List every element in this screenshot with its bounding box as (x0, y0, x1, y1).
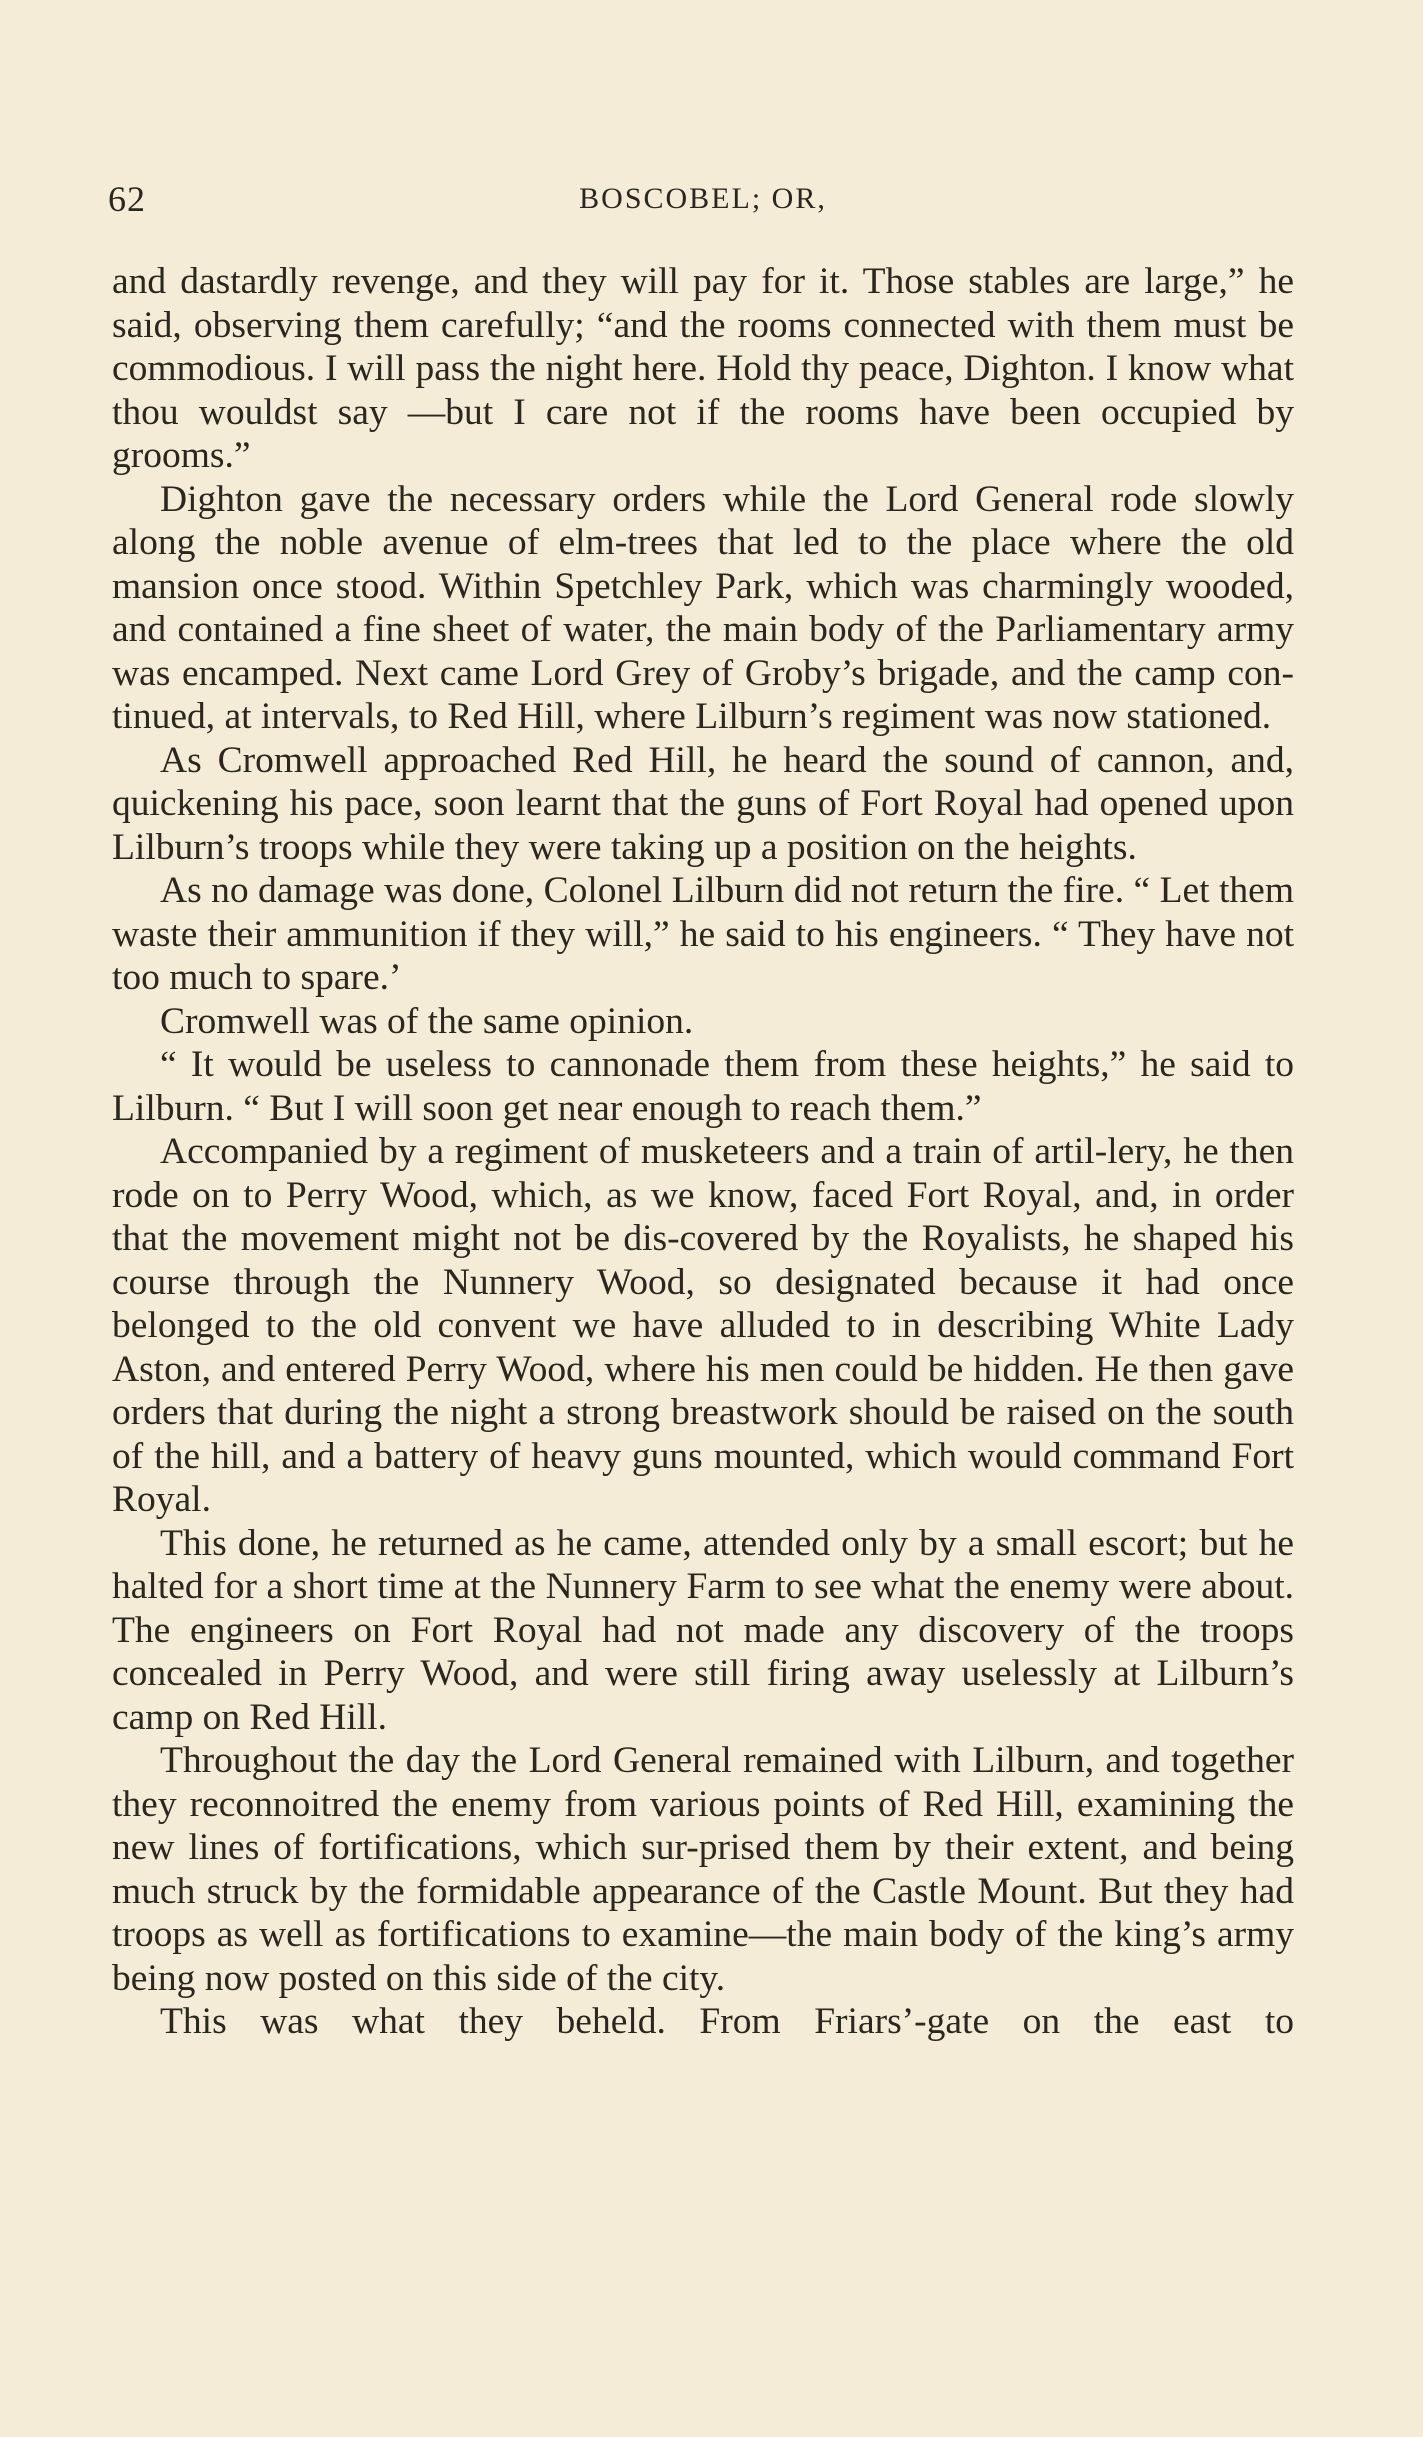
paragraph-7: Accompanied by a regiment of musketeers and a train of artil-lery, he then rode on to Perry Wood, which, as we know, faced Fort Royal, and, in order that the movement might not be dis-covered by the Royalists, he shaped his course through the Nunnery Wood, so designated because it had once belonged to the old convent we have alluded to in describing White Lady Aston, and entered Perry Wood, where his men could be hidden. He then gave orders that during the night a strong breastwork should be raised on the south of the hill, and a battery of heavy guns mounted, which would command Fort Royal. (112, 1131, 1294, 1520)
paragraph-4: As no damage was done, Colonel Lilburn did not return the fire. “ Let them waste their ammunition if they will,” he said to his engineers. “ They have not too much to spare.’ (112, 870, 1294, 998)
body-text (112, 260, 1294, 2044)
paragraph-6: “ It would be useless to cannonade them from these heights,” he said to Lilburn. “ But I will soon get near enough to reach them.” (112, 1044, 1294, 1129)
paragraph-1: and dastardly revenge, and they will pay for it. Those stables are large,” he said, observing them carefully; “and the rooms connected with them must be commodious. I will pass the night here. Hold thy peace, Dighton. I know what thou wouldst say —but I care not if the rooms have been occupied by grooms.” (112, 261, 1294, 476)
page-header (108, 178, 1298, 222)
paragraph-9: Throughout the day the Lord General remained with Lilburn, and together they reconnoitred the enemy from various points of Red Hill, examining the new lines of fortifications, which sur-prised them by their extent, and being much struck by the formidable appearance of the Castle Mount. But they had troops as well as fortifications to examine—the main body of the king’s army being now posted on this side of the city. (112, 1740, 1294, 1999)
paragraph-5: Cromwell was of the same opinion. (160, 1000, 694, 1042)
running-title: BOSCOBEL; OR, (579, 182, 827, 215)
paragraph-8: This done, he returned as he came, attended only by a small escort; but he halted for a short time at the Nunnery Farm to see what the enemy were about. The engineers on Fort Royal had not made any discovery of the troops concealed in Perry Wood, and were still firing away uselessly at Lilburn’s camp on Red Hill. (112, 1522, 1294, 1738)
paragraph-2: Dighton gave the necessary orders while the Lord General rode slowly along the noble avenue of elm-trees that led to the place where the old mansion once stood. Within Spetchley Park, which was charmingly wooded, and contained a fine sheet of water, the main body of the Parliamentary army was encamped. Next came Lord Grey of Groby’s brigade, and the camp con-tinued, at intervals, to Red Hill, where Lilburn’s regiment was now stationed. (112, 478, 1294, 737)
paragraph-10: This was what they beheld. From Friars’-gate on the east to (160, 2001, 1294, 2042)
paragraph-3: As Cromwell approached Red Hill, he heard the sound of cannon, and, quickening his pace, soon learnt that the guns of Fort Royal had opened upon Lilburn’s troops while they were taking up a position on the heights. (112, 739, 1294, 868)
page-number: 62 (108, 179, 146, 219)
